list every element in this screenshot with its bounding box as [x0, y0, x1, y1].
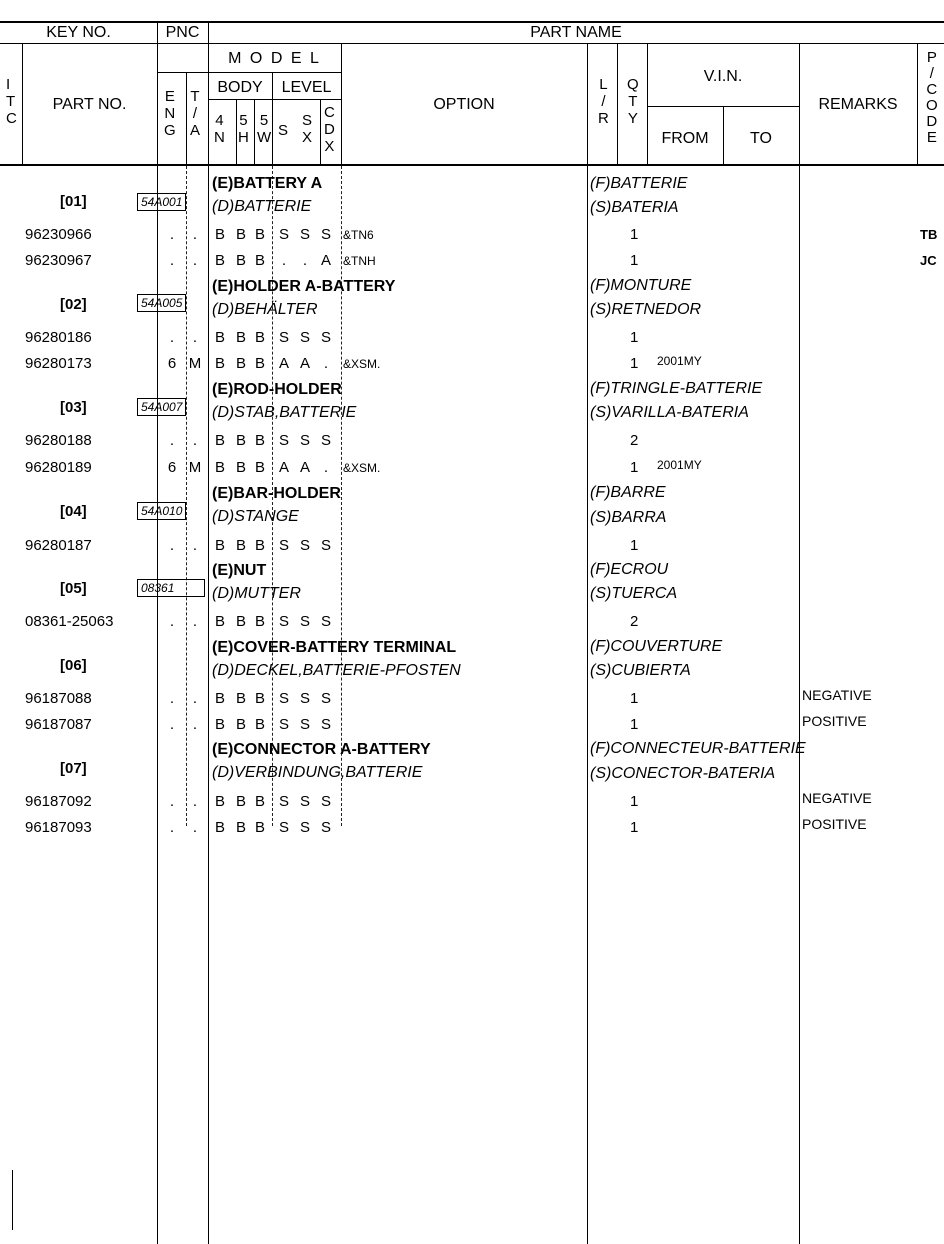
eng-cell: . — [169, 690, 175, 707]
level-cell: S — [320, 716, 331, 733]
key-number: [03] — [60, 399, 87, 416]
option-code: &TN6 — [343, 228, 374, 242]
ta-cell: . — [192, 537, 198, 554]
qty-header: Q T Y — [627, 76, 639, 127]
model-header: M O D E L — [228, 50, 321, 67]
part-number[interactable]: 96230966 — [25, 226, 92, 243]
name-french: (F)BATTERIE — [590, 175, 688, 192]
level-cell: S — [278, 613, 289, 630]
eng-cell: . — [169, 226, 175, 243]
level-cell: S — [320, 793, 331, 810]
key-number: [07] — [60, 760, 87, 777]
top-rule — [0, 21, 944, 23]
level-cell: S — [299, 329, 310, 346]
name-german: (D)DECKEL,BATTERIE-PFOSTEN — [212, 662, 461, 679]
level-cell: S — [320, 226, 331, 243]
part-number[interactable]: 96187087 — [25, 716, 92, 733]
name-german: (D)VERBINDUNG,BATTERIE — [212, 764, 423, 781]
level-cell: S — [299, 819, 310, 836]
body-cell: B — [214, 329, 225, 346]
level-cell: . — [323, 459, 329, 476]
pnc-header: PNC — [165, 24, 200, 41]
body-cell: B — [235, 432, 246, 449]
name-spanish: (S)VARILLA-BATERIA — [590, 404, 749, 421]
body-cell: B — [235, 537, 246, 554]
name-spanish: (S)CONECTOR-BATERIA — [590, 765, 776, 782]
ta-header: T / A — [190, 88, 201, 139]
level-cell: S — [299, 432, 310, 449]
level-cell: S — [278, 793, 289, 810]
ta-cell: . — [192, 226, 198, 243]
key-number: [05] — [60, 580, 87, 597]
eng-cell: 6 — [167, 459, 177, 476]
body-cell: B — [254, 252, 265, 269]
body-level-rule — [208, 99, 341, 100]
key-no-header: KEY NO. — [46, 24, 111, 41]
body-cell: B — [214, 690, 225, 707]
quantity: 1 — [630, 716, 639, 733]
header-rule — [0, 43, 944, 44]
option-right-divider — [587, 44, 588, 164]
body-cell: B — [214, 355, 225, 372]
level-header: LEVEL — [281, 79, 332, 96]
p-code: JC — [920, 253, 937, 268]
level-cell: S — [320, 537, 331, 554]
name-german: (D)BEHÄLTER — [212, 301, 318, 318]
level-cell: S — [320, 690, 331, 707]
vin-to-header: TO — [750, 130, 772, 147]
part-number[interactable]: 96280189 — [25, 459, 92, 476]
ta-cell: M — [188, 459, 202, 476]
ta-cell: . — [192, 432, 198, 449]
name-english: (E)CONNECTOR A-BATTERY — [212, 741, 431, 758]
body-cell: B — [214, 537, 225, 554]
part-no-header: PART NO. — [52, 96, 127, 113]
itc-header: I T C — [6, 76, 17, 127]
quantity: 1 — [630, 329, 639, 346]
level-cell: S — [278, 690, 289, 707]
eng-cell: 6 — [167, 355, 177, 372]
body-cell: B — [254, 793, 265, 810]
quantity: 2 — [630, 432, 639, 449]
name-english: (E)NUT — [212, 562, 267, 579]
body-cell: B — [254, 690, 265, 707]
level-cell: A — [278, 459, 289, 476]
lr-header: L / R — [598, 76, 609, 127]
ta-cell: . — [192, 613, 198, 630]
eng-cell: . — [169, 613, 175, 630]
remarks-text: POSITIVE — [802, 713, 867, 729]
vin-header: V.I.N. — [703, 68, 743, 85]
body-col-divider-1 — [236, 99, 237, 164]
level-cell: . — [281, 252, 287, 269]
level-cdx-header: C D X — [324, 104, 335, 155]
name-spanish: (S)BARRA — [590, 509, 667, 526]
remarks-header: REMARKS — [818, 96, 898, 113]
quantity: 1 — [630, 537, 639, 554]
model-rule — [157, 72, 341, 73]
body-cell: B — [214, 459, 225, 476]
eng-cell: . — [169, 537, 175, 554]
name-english: (E)COVER-BATTERY TERMINAL — [212, 639, 457, 656]
name-french: (F)CONNECTEUR-BATTERIE — [590, 740, 806, 757]
body-cell: B — [254, 329, 265, 346]
body-cell: B — [214, 793, 225, 810]
pnc-code[interactable]: 54A010 — [137, 502, 186, 520]
pnc-code[interactable]: 08361 — [137, 579, 205, 597]
body-cell: B — [214, 613, 225, 630]
ta-cell: M — [188, 355, 202, 372]
pnc-code[interactable]: 54A005 — [137, 294, 186, 312]
name-french: (F)TRINGLE-BATTERIE — [590, 380, 763, 397]
name-spanish: (S)CUBIERTA — [590, 662, 691, 679]
body-cell: B — [214, 716, 225, 733]
level-col-divider — [320, 99, 321, 164]
part-number[interactable]: 08361-25063 — [25, 613, 114, 630]
body-cell: B — [214, 252, 225, 269]
body-cell: B — [254, 459, 265, 476]
part-number[interactable]: 96187088 — [25, 690, 92, 707]
body-cell: B — [235, 716, 246, 733]
lr-divider — [617, 44, 618, 164]
level-cell: . — [323, 355, 329, 372]
level-cell: S — [278, 226, 289, 243]
part-number[interactable]: 96280187 — [25, 537, 92, 554]
body-cell: B — [235, 459, 246, 476]
pnc-code[interactable]: 54A007 — [137, 398, 186, 416]
quantity: 1 — [630, 690, 639, 707]
body-cell: B — [235, 355, 246, 372]
name-french: (F)ECROU — [590, 561, 669, 578]
vin-from: 2001MY — [657, 458, 702, 472]
level-cell: S — [320, 329, 331, 346]
level-cell: S — [299, 690, 310, 707]
name-english: (E)HOLDER A-BATTERY — [212, 278, 396, 295]
ta-cell: . — [192, 716, 198, 733]
name-german: (D)STANGE — [212, 508, 299, 525]
level-cell: S — [278, 329, 289, 346]
body-col-divider-2 — [254, 99, 255, 164]
body-5h-header: 5 H — [238, 112, 249, 146]
level-cell: S — [299, 613, 310, 630]
body-cell: B — [235, 819, 246, 836]
eng-cell: . — [169, 793, 175, 810]
eng-cell: . — [169, 819, 175, 836]
level-cell: S — [320, 613, 331, 630]
level-s-header: S — [278, 122, 289, 139]
name-german: (D)MUTTER — [212, 585, 301, 602]
body-cell: B — [235, 793, 246, 810]
remarks-text: NEGATIVE — [802, 687, 872, 703]
body-cell: B — [235, 329, 246, 346]
remarks-text: NEGATIVE — [802, 790, 872, 806]
name-spanish: (S)TUERCA — [590, 585, 678, 602]
body-cell: B — [235, 226, 246, 243]
name-french: (F)BARRE — [590, 484, 666, 501]
vin-from: 2001MY — [657, 354, 702, 368]
quantity: 1 — [630, 819, 639, 836]
part-number[interactable]: 96187093 — [25, 819, 92, 836]
pcode-header: P / C O D E — [926, 49, 938, 146]
name-french: (F)COUVERTURE — [590, 638, 723, 655]
body-cell: B — [214, 226, 225, 243]
key-number: [06] — [60, 657, 87, 674]
name-english: (E)BATTERY A — [212, 175, 323, 192]
pnc-code[interactable]: 54A001 — [137, 193, 186, 211]
body-4n-header: 4 N — [214, 112, 225, 146]
level-cell: S — [320, 819, 331, 836]
vin-from-header: FROM — [661, 130, 709, 147]
part-number[interactable]: 96280188 — [25, 432, 92, 449]
ta-cell: . — [192, 690, 198, 707]
ta-cell: . — [192, 819, 198, 836]
body-cell: B — [214, 819, 225, 836]
eng-cell: . — [169, 329, 175, 346]
body-cell: B — [254, 355, 265, 372]
level-cell: S — [320, 432, 331, 449]
header-bottom-rule — [0, 164, 944, 166]
remarks-text: POSITIVE — [802, 816, 867, 832]
eng-cell: . — [169, 252, 175, 269]
ta-cell: . — [192, 329, 198, 346]
key-number: [04] — [60, 503, 87, 520]
name-french: (F)MONTURE — [590, 277, 692, 294]
body-cell: B — [254, 819, 265, 836]
ta-cell: . — [192, 793, 198, 810]
body-cell: B — [235, 613, 246, 630]
eng-divider — [186, 72, 187, 164]
body-5w-header: 5 W — [257, 112, 272, 146]
level-cell: S — [299, 716, 310, 733]
body-cell: B — [235, 252, 246, 269]
level-cell: S — [278, 819, 289, 836]
option-code: &XSM. — [343, 461, 381, 475]
level-cell: S — [278, 432, 289, 449]
name-german: (D)STAB,BATTERIE — [212, 404, 357, 421]
option-code: &XSM. — [343, 357, 381, 371]
quantity: 1 — [630, 459, 639, 476]
level-cell: A — [320, 252, 331, 269]
level-sx-header: S X — [302, 112, 313, 146]
body-cell: B — [254, 226, 265, 243]
level-cell: S — [299, 537, 310, 554]
quantity: 2 — [630, 613, 639, 630]
part-number[interactable]: 96280173 — [25, 355, 92, 372]
name-spanish: (S)BATERIA — [590, 199, 679, 216]
pnc-left-divider — [157, 22, 158, 164]
quantity: 1 — [630, 226, 639, 243]
level-cell: S — [278, 537, 289, 554]
part-number[interactable]: 96230967 — [25, 252, 92, 269]
body-header: BODY — [217, 79, 263, 96]
body-cell: B — [214, 432, 225, 449]
key-number: [02] — [60, 296, 87, 313]
key-number: [01] — [60, 193, 87, 210]
body-cell: B — [254, 716, 265, 733]
level-cell: A — [299, 459, 310, 476]
level-cell: A — [299, 355, 310, 372]
quantity: 1 — [630, 252, 639, 269]
quantity: 1 — [630, 355, 639, 372]
level-cell: S — [299, 226, 310, 243]
level-cell: S — [278, 716, 289, 733]
level-cell: S — [299, 793, 310, 810]
name-english: (E)BAR-HOLDER — [212, 485, 341, 502]
eng-header: E N G — [164, 88, 176, 139]
eng-cell: . — [169, 716, 175, 733]
name-german: (D)BATTERIE — [212, 198, 312, 215]
option-code: &TNH — [343, 254, 376, 268]
body-cell: B — [254, 432, 265, 449]
remarks-right-divider — [917, 44, 918, 164]
body-cell: B — [254, 613, 265, 630]
ta-cell: . — [192, 252, 198, 269]
part-name-header: PART NAME — [530, 24, 622, 41]
name-english: (E)ROD-HOLDER — [212, 381, 342, 398]
option-header: OPTION — [433, 96, 495, 113]
level-cell: . — [302, 252, 308, 269]
level-cell: A — [278, 355, 289, 372]
eng-cell: . — [169, 432, 175, 449]
p-code: TB — [920, 227, 938, 242]
quantity: 1 — [630, 793, 639, 810]
name-spanish: (S)RETNEDOR — [590, 301, 702, 318]
part-number[interactable]: 96280186 — [25, 329, 92, 346]
body-cell: B — [254, 537, 265, 554]
part-number[interactable]: 96187092 — [25, 793, 92, 810]
body-cell: B — [235, 690, 246, 707]
